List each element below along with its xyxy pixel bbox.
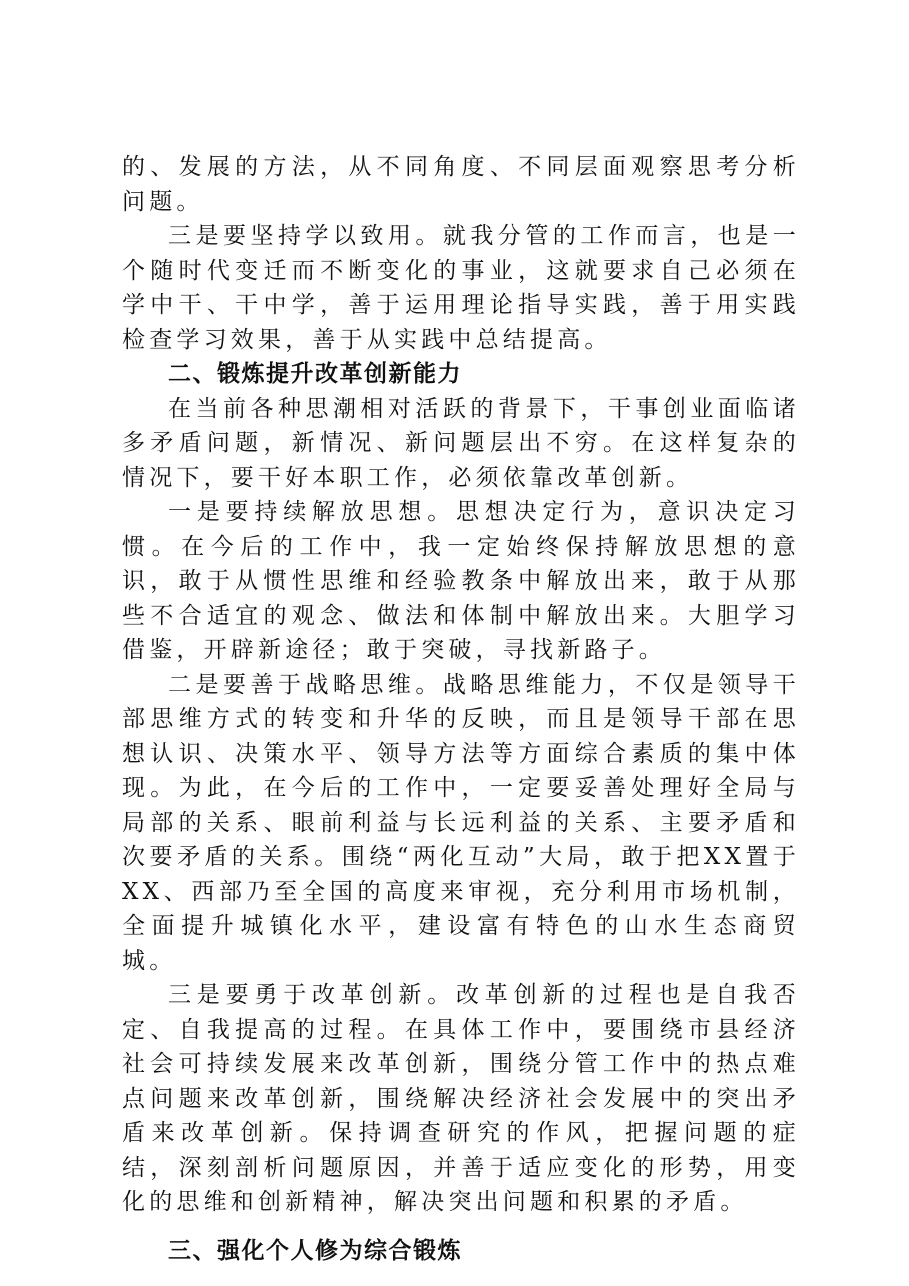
- document-body: [122, 150, 800, 1268]
- section-heading-reform-innovation: 二、锻炼提升改革创新能力: [168, 361, 462, 387]
- section-heading-personal-cultivation: 三、强化个人修为综合锻炼: [168, 1237, 462, 1264]
- paragraph-strategic-thinking: 二是要善于战略思维。战略思维能力，不仅是领导干部思维方式的转变和升华的反映，而且是领导干部在思想认识、决策水平、领导方法等方面综合素质的集中体现。为此，在今后的工作中，一定要妥善处理好全局与局部的关系、眼前利益与长远利益的关系、主要矛盾和次要矛盾的关系。围绕“两化互动”大局，敢于把XX置于XX、西部乃至全国的高度来审视，充分利用市场机制，全面提升城镇化水平，建设富有特色的山水生态商贸城。: [122, 671, 800, 974]
- paragraph-reform-courage: 三是要勇于改革创新。改革创新的过程也是自我否定、自我提高的过程。在具体工作中，要围绕市县经济社会可持续发展来改革创新，围绕分管工作中的热点难点问题来改革创新，围绕解决经济社会发展中的突出矛盾来改革创新。保持调查研究的作风，把握问题的症结，深刻剖析问题原因，并善于适应变化的形势，用变化的思维和创新精神，解决突出问题和积累的矛盾。: [122, 982, 800, 1215]
- paragraph-emancipate-mind: 一是要持续解放思想。思想决定行为，意识决定习惯。在今后的工作中，我一定始终保持解放思想的意识，敢于从惯性思维和经验教条中解放出来，敢于从那些不合适宜的观念、做法和体制中解放出来。大胆学习借鉴，开辟新途径；敢于突破，寻找新路子。: [122, 499, 800, 663]
- paragraph-reform-background: 在当前各种思潮相对活跃的背景下，干事创业面临诸多矛盾问题，新情况、新问题层出不穷。在这样复杂的情况下，要干好本职工作，必须依靠改革创新。: [122, 395, 800, 491]
- paragraph-apply-learning: 三是要坚持学以致用。就我分管的工作而言，也是一个随时代变迁而不断变化的事业，这就要求自己必须在学中干、干中学，善于运用理论指导实践，善于用实践检查学习效果，善于从实践中总结提高。: [122, 223, 800, 353]
- paragraph-continuation: 的、发展的方法，从不同角度、不同层面观察思考分析问题。: [122, 154, 800, 215]
